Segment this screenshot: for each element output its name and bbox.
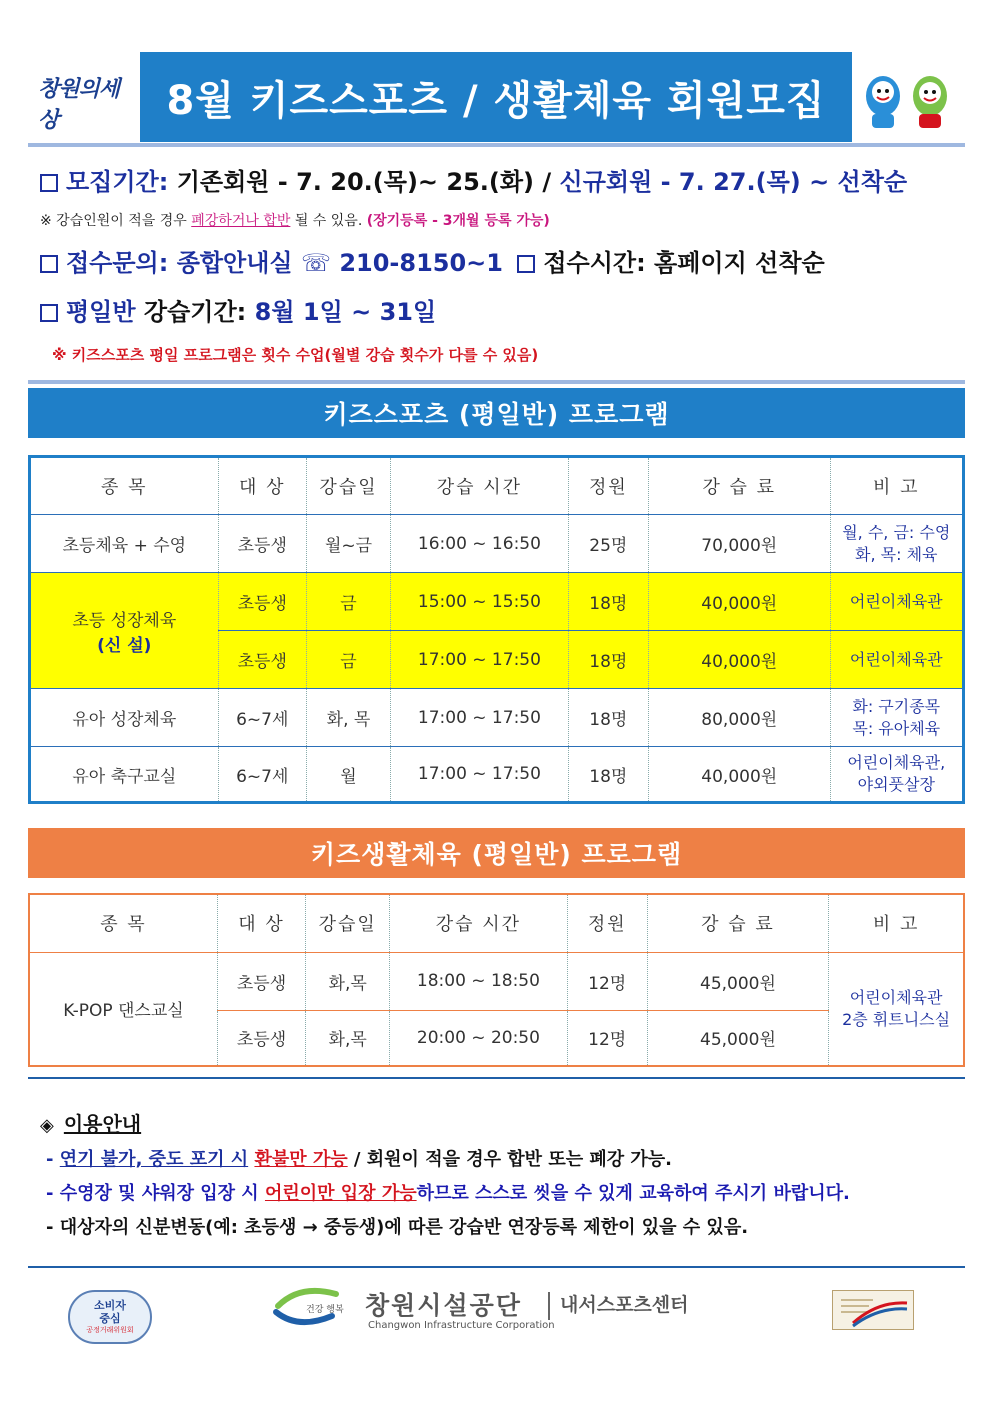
program-name: 초등체육 + 수영 <box>30 515 219 573</box>
remark <box>830 689 963 747</box>
col-header: 종 목 <box>30 457 219 515</box>
section-divider <box>28 380 965 384</box>
fee: 40,000원 <box>648 747 830 803</box>
usage-title: 이용안내 <box>63 1112 142 1136</box>
class-day: 금 <box>306 631 390 689</box>
remark-line: 월, 수, 금: 수영 <box>842 522 951 542</box>
table-row <box>30 515 964 573</box>
remark-line: 야외풋살장 <box>857 775 935 794</box>
footer-separator <box>548 1292 550 1320</box>
col-header: 정원 <box>567 894 647 952</box>
checkbox-icon <box>40 174 58 192</box>
kids-sports-table <box>28 455 965 804</box>
class-period <box>40 292 436 327</box>
recruit-period <box>40 162 907 197</box>
capacity: 25명 <box>568 515 648 573</box>
new-badge: (신 설) <box>97 635 152 656</box>
remark-line: 화, 목: 체육 <box>855 544 938 564</box>
class-day: 월 <box>306 747 390 803</box>
class-time: 18:00 ~ 18:50 <box>390 952 567 1010</box>
note1-suffix: 될 수 있음. <box>294 213 363 229</box>
col-header: 종 목 <box>29 894 217 952</box>
recruit-new: 신규회원 - 7. 27.(목) ~ 선착순 <box>559 168 908 196</box>
corp-logo-text: 건강 행복 <box>306 1305 344 1315</box>
page-title: 8월 키즈스포츠 / 생활체육 회원모집 <box>166 77 826 124</box>
recruit-existing: 기존회원 - 7. 20.(목)~ 25.(화) / <box>176 168 552 196</box>
col-header: 대 상 <box>218 457 306 515</box>
usage-text: - 수영장 및 샤워장 입장 시 <box>46 1183 265 1204</box>
sessions-note: ※ 키즈스포츠 평일 프로그램은 횟수 수업(월별 강습 횟수가 다를 수 있음) <box>52 346 539 364</box>
fee: 40,000원 <box>648 631 830 689</box>
capacity: 18명 <box>568 631 648 689</box>
period-label: 평일반 <box>66 298 136 326</box>
target: 초등생 <box>217 952 305 1010</box>
badge-line: 소비자 <box>94 1299 126 1312</box>
fee: 40,000원 <box>648 573 830 631</box>
note1-prefix: ※ 강습인원이 적을 경우 <box>40 213 187 229</box>
checkbox-icon <box>40 255 58 273</box>
capacity: 12명 <box>567 1010 647 1066</box>
target: 6~7세 <box>218 689 306 747</box>
remark-line: 목: 유아체육 <box>852 718 941 738</box>
badge-line: 중심 <box>99 1312 121 1325</box>
usage-line <box>46 1145 672 1171</box>
class-day: 화,목 <box>306 952 390 1010</box>
fee: 70,000원 <box>648 515 830 573</box>
program-name: K-POP 댄스교실 <box>29 952 217 1066</box>
usage-text: / 회원이 적을 경우 합반 또는 폐강 가능. <box>347 1149 673 1170</box>
col-header: 강습일 <box>306 894 390 952</box>
class-day: 화,목 <box>306 1010 390 1066</box>
class-time: 17:00 ~ 17:50 <box>391 689 569 747</box>
class-size-note <box>40 210 550 230</box>
period-sub-label: 강습기간: <box>143 298 247 326</box>
note1-highlight: 폐강하거나 합반 <box>191 213 291 229</box>
capacity: 18명 <box>568 747 648 803</box>
remark <box>830 515 963 573</box>
program-name-line: 초등 성장체육 <box>72 610 177 631</box>
remark-line: 2층 휘트니스실 <box>842 1009 951 1029</box>
usage-highlight: 환불만 가능 <box>254 1149 348 1170</box>
remark: 어린이체육관 <box>830 631 963 689</box>
contact-row <box>40 243 825 278</box>
capacity: 18명 <box>568 573 648 631</box>
col-header: 비 고 <box>829 894 964 952</box>
usage-dash: - <box>46 1149 60 1170</box>
program-name: 유아 성장체육 <box>30 689 219 747</box>
capacity: 18명 <box>568 689 648 747</box>
recruit-label: 모집기간: <box>66 168 169 196</box>
class-day: 월~금 <box>306 515 390 573</box>
city-logo <box>38 72 133 133</box>
target: 초등생 <box>217 1010 305 1066</box>
col-header: 강습일 <box>306 457 390 515</box>
usage-text: 하므로 스스로 씻을 수 있게 교육하여 주시기 바랍니다. <box>416 1183 850 1204</box>
col-header: 비 고 <box>830 457 963 515</box>
table-header-row <box>30 457 964 515</box>
remark-line: 어린이체육관, <box>847 753 946 773</box>
target: 초등생 <box>218 515 306 573</box>
remark-line: 어린이체육관 <box>849 988 943 1008</box>
remark <box>830 747 963 803</box>
table-row <box>30 689 964 747</box>
table-row <box>30 573 964 631</box>
title-banner <box>140 52 852 142</box>
class-time: 20:00 ~ 20:50 <box>390 1010 567 1066</box>
city-logo-text: 창원의세상 <box>38 76 120 133</box>
class-time: 17:00 ~ 17:50 <box>391 747 569 803</box>
table-row <box>30 747 964 803</box>
capacity: 12명 <box>567 952 647 1010</box>
note1-long-term: (장기등록 - 3개월 등록 가능) <box>366 213 550 229</box>
fee: 45,000원 <box>647 952 828 1010</box>
checkbox-icon <box>517 255 535 273</box>
remark-line: 화: 구기종목 <box>852 696 941 716</box>
col-header: 강습 시간 <box>391 457 569 515</box>
usage-line: - 대상자의 신분변동(예: 초등생 → 중등생)에 따른 강습반 연장등록 제한이 있을 수 있음. <box>46 1217 749 1238</box>
usage-highlight: 어린이만 입장 가능 <box>264 1183 417 1204</box>
class-day: 화, 목 <box>306 689 390 747</box>
kids-life-table <box>28 893 965 1067</box>
usage-line <box>46 1179 850 1205</box>
section-divider <box>28 1077 965 1079</box>
certificate-icon <box>832 1290 914 1330</box>
kids-sports-title: 키즈스포츠 (평일반) 프로그램 <box>28 388 965 438</box>
class-day: 금 <box>306 573 390 631</box>
program-name <box>30 573 219 689</box>
class-time: 15:00 ~ 15:50 <box>391 573 569 631</box>
center-name: 내서스포츠센터 <box>560 1294 689 1316</box>
target: 초등생 <box>218 573 306 631</box>
corp-name: 창원시설공단 <box>365 1291 522 1320</box>
period-dates: 8월 1일 ~ 31일 <box>254 298 437 326</box>
col-header: 대 상 <box>217 894 305 952</box>
consumer-center-badge <box>68 1290 152 1344</box>
class-time: 17:00 ~ 17:50 <box>391 631 569 689</box>
reception-time: 접수시간: 홈페이지 선착순 <box>543 249 825 277</box>
usage-heading <box>40 1108 141 1137</box>
kids-life-title: 키즈생활체육 (평일반) 프로그램 <box>28 828 965 878</box>
badge-sub: 공정거래위원회 <box>86 1326 134 1334</box>
program-name: 유아 축구교실 <box>30 747 219 803</box>
target: 초등생 <box>218 631 306 689</box>
badge-text <box>70 1299 150 1325</box>
col-header: 강 습 료 <box>648 457 830 515</box>
contact-info: 접수문의: 종합안내실 ☏ 210-8150~1 <box>66 249 503 277</box>
col-header: 강습 시간 <box>390 894 567 952</box>
remark <box>829 952 964 1066</box>
mascot-icon <box>858 66 958 136</box>
table-row <box>29 952 964 1010</box>
target: 6~7세 <box>218 747 306 803</box>
class-time: 16:00 ~ 16:50 <box>391 515 569 573</box>
diamond-icon: ◈ <box>40 1115 54 1136</box>
fee: 45,000원 <box>647 1010 828 1066</box>
usage-text: 연기 불가, 중도 포기 시 <box>59 1149 249 1170</box>
footer-divider <box>28 1266 965 1268</box>
checkbox-icon <box>40 304 58 322</box>
header-divider <box>28 143 965 147</box>
fee: 80,000원 <box>648 689 830 747</box>
corp-english-name: Changwon Infrastructure Corporation <box>368 1320 555 1331</box>
col-header: 강 습 료 <box>647 894 828 952</box>
remark: 어린이체육관 <box>830 573 963 631</box>
corp-logo-icon <box>270 1282 350 1334</box>
table-header-row <box>29 894 964 952</box>
col-header: 정원 <box>568 457 648 515</box>
